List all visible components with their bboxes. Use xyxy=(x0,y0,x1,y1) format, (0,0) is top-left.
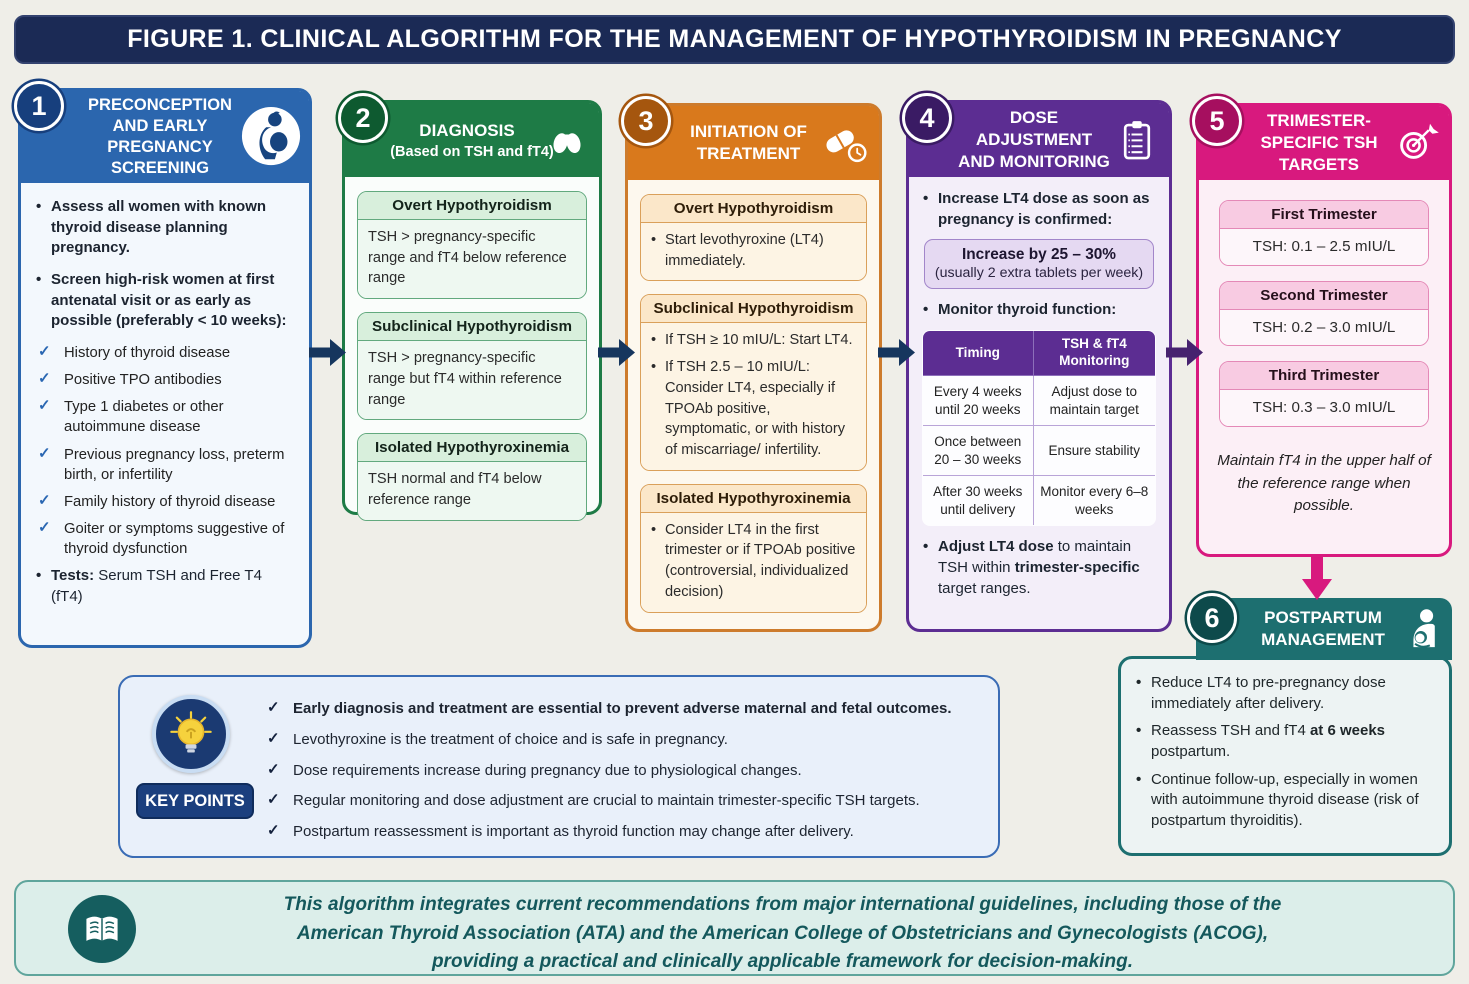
step3-box-isolated: Isolated Hypothyroxinemia • Consider LT4 in the first trimester or if TPOAb positive (controversial, individualized decision) xyxy=(640,484,867,613)
clipboard-icon xyxy=(1115,116,1159,164)
thyroid-icon xyxy=(544,118,590,164)
bullet-icon: • xyxy=(1136,722,1142,740)
step5-body xyxy=(1199,180,1449,554)
check-icon: ✓ xyxy=(38,519,51,536)
check-icon: ✓ xyxy=(267,760,280,778)
bullet-icon: • xyxy=(36,198,42,215)
target-icon xyxy=(1392,119,1440,167)
step1-title: PRECONCEPTION AND EARLY PREGNANCY SCREENING xyxy=(88,95,232,178)
step6-title: POSTPARTUM MANAGEMENT xyxy=(1261,607,1385,649)
bullet-icon: • xyxy=(651,359,657,376)
key-point-5: ✓ Postpartum reassessment is important as thyroid function may change after delivery. xyxy=(267,822,854,841)
step4-title: DOSE ADJUSTMENT AND MONITORING xyxy=(958,108,1110,171)
step4-bullet-adjust: • Adjust LT4 dose to maintain TSH within trimester-specific target ranges. xyxy=(923,538,1140,597)
step2-box-subclinical: Subclinical Hypothyroidism TSH > pregnancy-specific range but fT4 within reference range xyxy=(357,312,587,420)
step3-subclinical-bullet-1: • If TSH ≥ 10 mIU/L: Start LT4. xyxy=(651,330,856,351)
check-icon: ✓ xyxy=(267,699,280,716)
step1-tests: • Tests: Serum TSH and Free T4 (fT4) xyxy=(36,567,262,605)
step1-bullet-screen: • Screen high-risk women at first antenatal visit or as early as possible (preferably < 10 weeks): xyxy=(36,271,287,330)
guidelines-footer xyxy=(14,880,1455,976)
key-point-2: ✓ Levothyroxine is the treatment of choice and is safe in pregnancy. xyxy=(267,729,728,748)
check-icon: ✓ xyxy=(38,344,51,361)
guidelines-line-1: This algorithm integrates current recommendations from major international guidelines, including those of the xyxy=(283,894,1282,915)
check-icon: ✓ xyxy=(38,492,51,509)
step4-bullet-increase: • Increase LT4 dose as soon as pregnancy is confirmed: xyxy=(923,190,1150,228)
lightbulb-icon xyxy=(152,695,230,773)
step3-box-subclinical: Subclinical Hypothyroidism • If TSH ≥ 10 mIU/L: Start LT4. • If TSH 2.5 – 10 mIU/L: Consider LT4, especially if TPOAb positive, symptomatic, or with history of miscarriage/ infertility. xyxy=(640,294,867,470)
step5-ft4-note: Maintain fT4 in the upper half of the reference range when possible. xyxy=(1217,451,1431,515)
guidelines-text xyxy=(148,891,1417,977)
bullet-icon: • xyxy=(651,521,657,538)
step6-header xyxy=(1196,598,1452,660)
step1-body xyxy=(21,183,309,645)
arrow-step1-to-step2 xyxy=(309,339,346,366)
step4-body xyxy=(909,177,1169,629)
step2-box-overt: Overt Hypothyroidism TSH > pregnancy-specific range and fT4 below reference range xyxy=(357,191,587,299)
check-icon: ✓ xyxy=(267,791,280,809)
step1-check-tpo: ✓ Positive TPO antibodies xyxy=(38,371,222,389)
step1-check-goiter: ✓ Goiter or symptoms suggestive of thyroid dysfunction xyxy=(38,519,285,557)
check-icon: ✓ xyxy=(267,822,280,840)
step6-bullet-reduce: • Reduce LT4 to pre-pregnancy dose immediately after delivery. xyxy=(1136,674,1386,712)
step1-check-loss: ✓ Previous pregnancy loss, preterm birth, or infertility xyxy=(38,445,285,483)
step1-bullet-assess: • Assess all women with known thyroid disease planning pregnancy. xyxy=(36,198,267,257)
check-icon: ✓ xyxy=(38,398,51,415)
step3-subclinical-bullet-2: • If TSH 2.5 – 10 mIU/L: Consider LT4, especially if TPOAb positive, symptomatic, or with history of miscarriage/ infertility. xyxy=(651,359,846,459)
step6-bullet-followup: • Continue follow-up, especially in women with autoimmune thyroid disease (risk of postpartum thyroiditis). xyxy=(1136,770,1419,830)
bullet-icon: • xyxy=(36,567,42,585)
monitoring-table xyxy=(922,330,1156,526)
pill-clock-icon xyxy=(819,120,871,166)
key-points-list xyxy=(266,699,984,853)
bullet-icon: • xyxy=(1136,674,1142,691)
table-row: Every 4 weeks until 20 weeks Adjust dose to maintain target xyxy=(923,376,1156,426)
mother-baby-icon xyxy=(1397,606,1443,652)
figure-title xyxy=(14,15,1455,64)
step5-trimester-tsh-targets xyxy=(1196,103,1452,557)
step1-preconception-screening xyxy=(18,88,312,648)
step1-check-family: ✓ Family history of thyroid disease xyxy=(38,492,276,510)
step2-subtitle: (Based on TSH and fT4) xyxy=(390,143,554,160)
step5-box-first-trimester: First Trimester TSH: 0.1 – 2.5 mIU/L xyxy=(1219,200,1429,266)
step3-box-overt: Overt Hypothyroidism • Start levothyroxine (LT4) immediately. xyxy=(640,194,867,281)
bullet-icon: • xyxy=(923,538,929,556)
step5-number-badge: 5 xyxy=(1192,96,1242,146)
bullet-icon: • xyxy=(923,190,929,207)
step1-number-badge: 1 xyxy=(14,81,64,131)
bullet-icon: • xyxy=(36,271,42,289)
bullet-icon: • xyxy=(1136,770,1142,788)
arrow-step4-to-step5 xyxy=(1166,339,1203,366)
key-points-badge: KEY POINTS xyxy=(136,783,254,819)
monitoring-table-header-timing: Timing xyxy=(923,331,1034,376)
figure-title-text: FIGURE 1. CLINICAL ALGORITHM FOR THE MANAGEMENT OF HYPOTHYROIDISM IN PREGNANCY xyxy=(127,25,1342,53)
monitoring-table-header-tsh: TSH & fT4 Monitoring xyxy=(1033,331,1155,376)
step2-box-isolated: Isolated Hypothyroxinemia TSH normal and fT4 below reference range xyxy=(357,433,587,520)
step4-dose-adjustment-monitoring xyxy=(906,100,1172,632)
step3-number-badge: 3 xyxy=(621,96,671,146)
table-row: Once between 20 – 30 weeks Ensure stability xyxy=(923,426,1156,476)
guidelines-line-2: American Thyroid Association (ATA) and the American College of Obstetricians and Gynecologists (ACOG), xyxy=(296,922,1269,944)
check-icon: ✓ xyxy=(38,371,51,388)
key-point-1: ✓ Early diagnosis and treatment are essential to prevent adverse maternal and fetal outcomes. xyxy=(267,699,952,717)
bullet-icon: • xyxy=(923,301,929,319)
step2-number-badge: 2 xyxy=(338,93,388,143)
step2-title: DIAGNOSIS xyxy=(419,121,515,141)
step5-box-third-trimester: Third Trimester TSH: 0.3 – 3.0 mIU/L xyxy=(1219,361,1429,427)
step3-title: INITIATION OF TREATMENT xyxy=(690,122,807,163)
bullet-icon: • xyxy=(651,332,657,349)
step4-bullet-monitor: • Monitor thyroid function: xyxy=(922,300,1156,321)
step2-body xyxy=(345,177,599,534)
step1-check-history: ✓ History of thyroid disease xyxy=(38,344,231,362)
open-book-icon xyxy=(68,895,136,963)
step5-box-second-trimester: Second Trimester TSH: 0.2 – 3.0 mIU/L xyxy=(1219,281,1429,347)
step3-initiation-of-treatment xyxy=(625,103,882,632)
key-point-3: ✓ Dose requirements increase during pregnancy due to physiological changes. xyxy=(267,760,802,779)
step6-number-badge: 6 xyxy=(1187,593,1237,643)
arrow-step3-to-step4 xyxy=(878,339,915,366)
step6-bullet-reassess: • Reassess TSH and fT4 at 6 weeks postpartum. xyxy=(1136,722,1386,761)
step4-number-badge: 4 xyxy=(902,93,952,143)
step3-body xyxy=(628,180,879,629)
arrow-step2-to-step3 xyxy=(598,339,635,366)
check-icon: ✓ xyxy=(267,729,280,747)
step6-body xyxy=(1118,656,1452,856)
arrow-step5-to-step6 xyxy=(1302,557,1332,600)
step3-overt-bullet: • Start levothyroxine (LT4) immediately. xyxy=(651,232,824,269)
check-icon: ✓ xyxy=(38,445,51,462)
guidelines-line-3: providing a practical and clinically applicable framework for decision-making. xyxy=(431,951,1134,972)
bullet-icon: • xyxy=(651,232,657,248)
key-points-panel xyxy=(118,675,1000,858)
key-point-4: ✓ Regular monitoring and dose adjustment are crucial to maintain trimester-specific TSH targets. xyxy=(267,791,920,810)
step1-check-diabetes: ✓ Type 1 diabetes or other autoimmune disease xyxy=(38,398,224,436)
step5-title: TRIMESTER-SPECIFIC TSH TARGETS xyxy=(1260,111,1378,174)
step4-increase-highlight: Increase by 25 – 30% (usually 2 extra tablets per week) xyxy=(924,239,1154,289)
step1-header xyxy=(21,91,309,183)
pregnant-woman-icon xyxy=(240,105,302,167)
step3-isolated-bullet: • Consider LT4 in the first trimester or if TPOAb positive (controversial, individualized decision) xyxy=(651,521,856,600)
table-row: After 30 weeks until delivery Monitor every 6–8 weeks xyxy=(923,476,1156,526)
step2-diagnosis xyxy=(342,100,602,515)
